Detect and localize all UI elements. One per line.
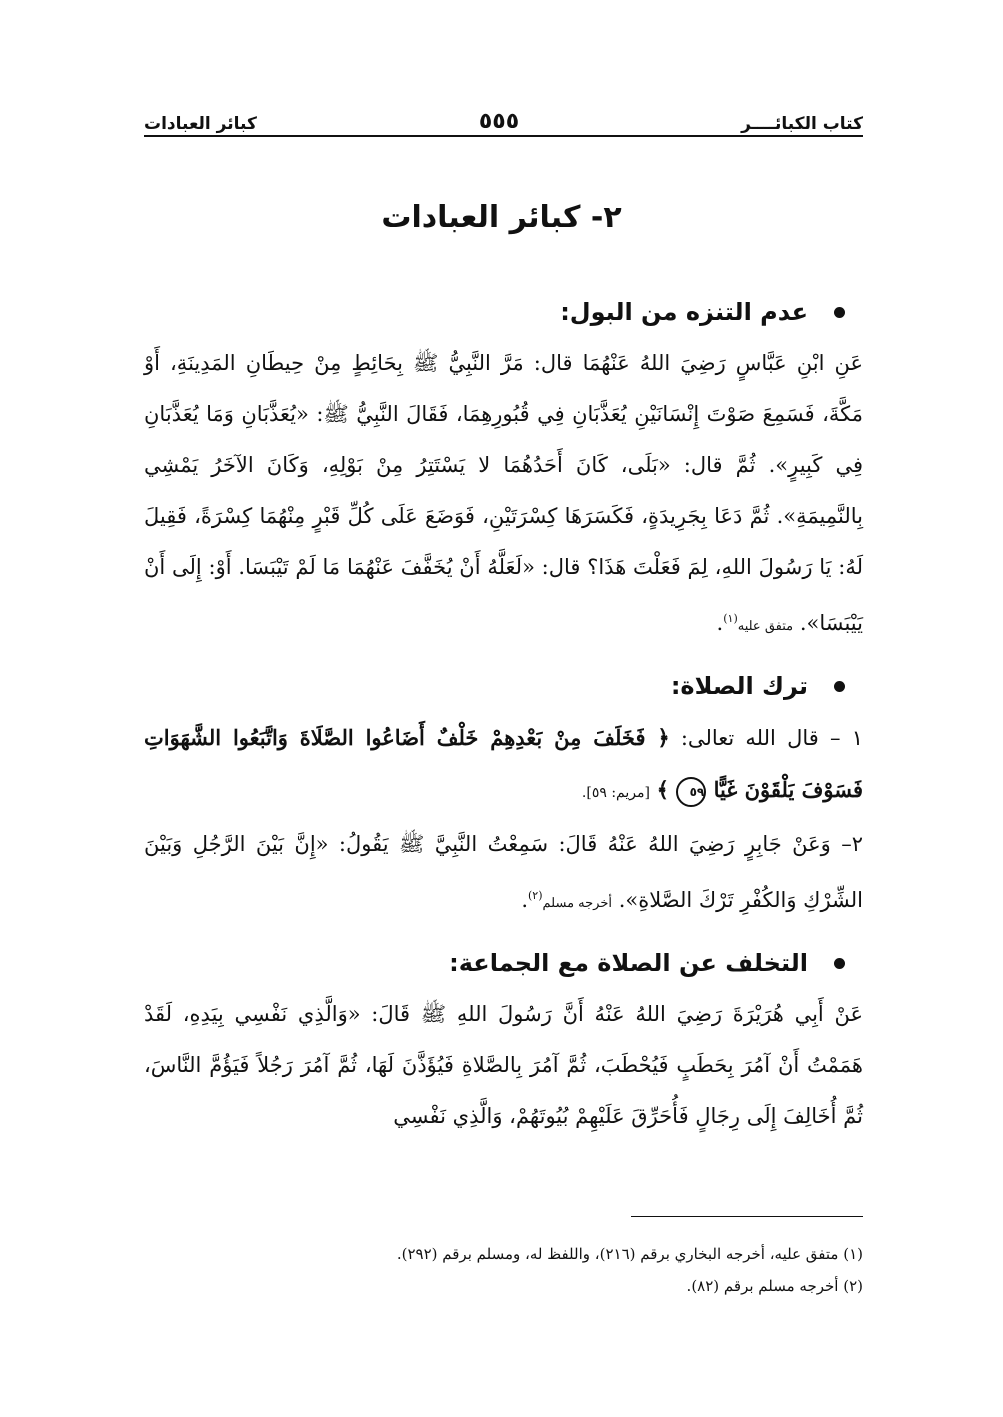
section-heading-label: ترك الصلاة: <box>670 672 808 700</box>
hadith-text: عَنْ أَبِي هُرَيْرَةَ رَضِيَ اللهُ عَنْهُ أَنَّ رَسُولَ اللهِ ﷺ قَالَ: «وَالَّذِي نَفْسِي بِيَدِهِ، لَقَدْ هَمَمْتُ أَنْ آمُرَ بِحَطَبٍ فَيُحْطَبَ، ثُمَّ آمُرَ بِالصَّلاةِ فَيُؤَذَّنَ لَهَا، ثُمَّ آمُرَ رَجُلاً فَيَؤُمَّ النَّاسَ، ثُمَّ أُخَالِفَ إِلَى رِجَالٍ فَأُحَرِّقَ عَلَيْهِمْ بُيُوتَهُمْ، وَالَّذِي نَفْسِي <box>144 1002 863 1128</box>
sentence-end: . <box>716 611 724 635</box>
hadith-urine <box>144 338 863 652</box>
running-header <box>144 100 863 134</box>
bullet-icon <box>834 307 845 318</box>
prayer-item-2 <box>144 819 863 929</box>
sentence-end: . <box>521 888 528 912</box>
quran-verse: ﴿ فَخَلَفَ مِنْ بَعْدِهِمْ خَلْفٌ أَضَاعُوا الصَّلَاةَ وَاتَّبَعُوا الشَّهَوَاتِ فَسَوْفَ يَلْقَوْنَ غَيًّا <box>144 725 863 802</box>
section-heading-label: التخلف عن الصلاة مع الجماعة: <box>449 949 808 977</box>
footnote-2: (٢) أخرجه مسلم برقم (٨٢). <box>686 1277 863 1295</box>
section-heading-urine <box>144 286 863 338</box>
hadith-source: متفق عليه <box>737 619 794 634</box>
footnote-rule <box>631 1216 863 1217</box>
item-number: ٢– <box>841 832 864 856</box>
footnote-ref[interactable]: (٢) <box>528 889 543 902</box>
chapter-title: ٢- كبائر العبادات <box>381 200 622 235</box>
hadith-source: أخرجه مسلم <box>542 896 612 911</box>
verse-number-icon: ٥٩ <box>676 777 706 807</box>
header-book-title: كتاب الكبائــــر <box>741 114 863 134</box>
quran-intro: قال الله تعالى: <box>680 726 819 750</box>
bullet-icon <box>834 958 845 969</box>
quran-close: ﴾ <box>656 777 677 802</box>
header-rule <box>144 135 863 137</box>
hadith-congregation <box>144 989 863 1142</box>
quran-reference: [مريم: ٥٩]. <box>581 785 650 801</box>
page-body <box>144 286 863 1142</box>
footnote-ref[interactable]: (١) <box>723 612 738 625</box>
prayer-item-1 <box>144 712 863 819</box>
footnotes <box>144 1238 863 1302</box>
section-heading-prayer <box>144 660 863 712</box>
footnote-1: (١) متفق عليه، أخرجه البخاري برقم (٢١٦)، واللفظ له، ومسلم برقم (٢٩٢). <box>396 1245 863 1263</box>
hadith-text: وَعَنْ جَابِرٍ رَضِيَ اللهُ عَنْهُ قَالَ: سَمِعْتُ النَّبِيَّ ﷺ يَقُولُ: «إِنَّ بَيْنَ الرَّجُلِ وَبَيْنَ الشِّرْكِ وَالكُفْرِ تَرْكَ الصَّلاةِ». <box>144 832 863 912</box>
bullet-icon <box>834 681 845 692</box>
page-number: ٥٥٥ <box>478 109 520 134</box>
section-heading-congregation <box>144 937 863 989</box>
hadith-text: عَنِ ابْنِ عَبَّاسٍ رَضِيَ اللهُ عَنْهُمَا قال: مَرَّ النَّبِيُّ ﷺ بِحَائِطٍ مِنْ حِيطَانِ المَدِينَةِ، أَوْ مَكَّةَ، فَسَمِعَ صَوْتَ إِنْسَانَيْنِ يُعَذَّبَانِ فِي قُبُورِهِمَا، فَقَالَ النَّبِيُّ ﷺ: «يُعَذَّبَانِ وَمَا يُعَذَّبَانِ فِي كَبِيرٍ». ثُمَّ قال: «بَلَى، كَانَ أَحَدُهُمَا لا يَسْتَتِرُ مِنْ بَوْلِهِ، وَكَانَ الآخَرُ يَمْشِي بِالنَّمِيمَةِ». ثُمَّ دَعَا بِجَرِيدَةٍ، فَكَسَرَهَا كِسْرَتَيْنِ، فَوَضَعَ عَلَى كُلِّ قَبْرٍ مِنْهُمَا كِسْرَةً، فَقِيلَ لَهُ: يَا رَسُولَ اللهِ، لِمَ فَعَلْتَ هَذَا؟ قال: «لَعَلَّهُ أَنْ يُخَفَّفَ عَنْهُمَا مَا لَمْ تَيْبَسَا. أَوْ: إِلَى أَنْ يَيْبَسَا». <box>144 351 863 635</box>
header-chapter-title: كبائر العبادات <box>144 114 257 134</box>
item-number: ١ – <box>830 726 863 750</box>
section-heading-label: عدم التنزه من البول: <box>560 298 808 326</box>
